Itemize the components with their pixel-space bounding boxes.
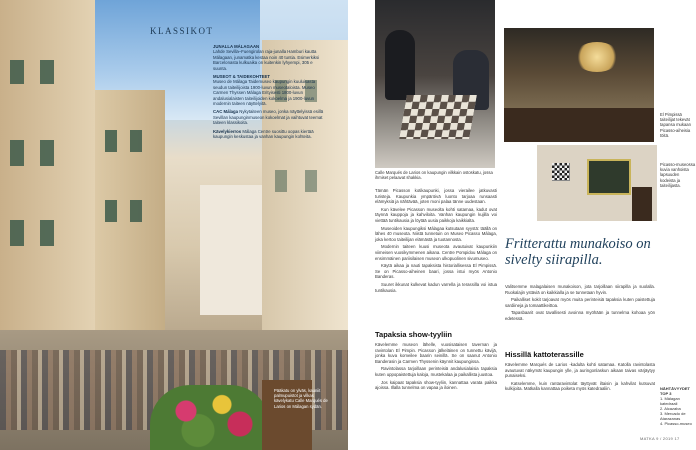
paragraph: Katselemme, kuin rantaravintolat täyttyvät iltaisin ja kahvilat kutsuvat kulkijoita. Matkalla kannattaa poiketa myös katedraaliin.	[505, 380, 655, 392]
bar-photo	[504, 28, 654, 142]
paragraph: Museoiden kaupungiksi Málagaa kutsutaan syystä: täällä on lähes 40 museota. Niistä tunnetuin on Museo Picasso Málaga, joka kertoo taiteilijan elämästä ja tuotannosta.	[375, 225, 497, 242]
window	[130, 200, 142, 222]
body-column-2	[505, 284, 655, 324]
section-title: KLASSIKOT	[150, 26, 214, 36]
paragraph: Jos kaipaat tapaksia show-tyyliin, kannattaa varata paikka ajoissa. Illalla tunnelma on vapaa ja iloinen.	[375, 379, 497, 391]
sidebar-head: JUNALLA MÁLAGAAN	[213, 44, 260, 49]
window	[10, 60, 24, 84]
chess-player	[385, 30, 415, 100]
top-sights-item: 1. Málagan katedraali	[660, 396, 680, 406]
sidebar-body: Museo de Málaga Taidemuseo kaupungin kuuluisasta seudun taiteilijoista 1900-luvun museotaloista. Museo Carmen Thyssen Málaga Erityisesti 1800-luvun andalusialaisten taiteilijoiden kokoelma ja 1900-luvun modernin taiteen näyttelyitä.	[213, 79, 316, 107]
window	[130, 130, 142, 152]
window	[105, 200, 117, 222]
paragraph: Tämän Picasson kotikaupunki, jossa vierailee jatkuvasti turisteja. Kaupunkia ympäröivä luonto tarjoaa runsaasti elämyksiä ja nähtävää, joten moni palaa tänne uudestaan.	[375, 188, 497, 205]
stool	[632, 187, 652, 221]
sidebar-body: Nykytaiteen museo, jonka näyttelyissä esillä Sevillan kaupunginmuseon kokoelmat ja vaihtuvat teemat taiteen klassikoita.	[213, 109, 324, 126]
window	[40, 60, 54, 84]
sidebar-head: MUSEOT & TAIDEKOHTEET	[213, 74, 270, 80]
sidebar-body: Málaga Centre suosittu oopas kiertää kaupungin keskustaa ja vanhan kaupungin kohteita.	[213, 128, 314, 140]
paragraph: Valitsemme malagalaisen munakoison, jota tarjoillaan siirapilla ja suolalla. Ruokalajin ystäviä on kaikkialla ja se tunnetaan hyvin.	[505, 284, 655, 295]
window	[305, 170, 317, 192]
caption-bar: El Pimpissä taiteilijat tekevät tapansa mukaan Picasso-aiheisia töitä.	[660, 112, 691, 138]
window	[275, 170, 287, 192]
chess-board	[399, 95, 477, 139]
bar-counter	[504, 108, 654, 142]
sidebar-text	[213, 44, 325, 143]
paragraph: Kun kävelee Picasson museolta kohti satamaa, kadut ovat täynnä kauppoja ja kahviloita. Vanhan kaupungin kujilla voi viettää tuntikausia ja löytää uusia paikkoja kaikkialta.	[375, 206, 497, 223]
heading-hissilla: Hissillä kattoterassille	[505, 350, 584, 359]
paragraph: Tapasbaarit ovat tavallisesti avoinna myöhään ja tunnelma kohoaa yön edetessä.	[505, 310, 655, 321]
framed-painting	[587, 159, 631, 195]
window	[10, 140, 24, 166]
pull-quote: Fritterattu munakoiso on sivelty siirapilla.	[505, 236, 651, 268]
caption-museum: Picasso-museossa kuvia vanhoista lapsuuden kodeista ja taiteilijasta.	[660, 162, 696, 188]
paragraph: Ravintolassa tarjoillaan perinteisiä andalusialaisia tapaksia kuten uppopaistettuja kaloja, mustekalaa ja paikallista juustoa.	[375, 366, 497, 377]
sidebar-body: Lahde Sevilla–Fuengirolan raja-junalla Hamburi kautta Málagaan, junamatka kestaa noin 40 tuntia. Esimerkiksi Barcelonasta kulkuaika on kuitenkin lyhyempi, 305 e suunta.	[213, 49, 320, 71]
museum-photo	[537, 145, 657, 221]
body-column-1	[375, 188, 497, 295]
paragraph: Modernin taiteen kuusi museota avautuivat kaupunkiin viimeisen vuosikymmenen aikana. Centre Pompidou Málaga on ensimmäinen pariisilaisen museon ulkopuolinen sivumuseo.	[375, 244, 497, 261]
body-column-1b	[375, 342, 497, 393]
page-footer: MATKA 9 / 2019 17	[640, 436, 680, 441]
top-sights-item: 4. Picasso-museo	[660, 421, 692, 426]
chess-photo	[375, 0, 495, 168]
paragraph: Suuret ikkunat kulkevat kadun varrella ja terassilla voi istua tuntikausia.	[375, 281, 497, 293]
paragraph: Kävelemme Marqués de Larios -kadulta kohti satamaa. Katolla ravintolasta avautuvat näkymät kaupungin ylle, ja auringonlaskun aikaan taivas värjäytyy punaiseksi.	[505, 362, 655, 379]
window	[40, 140, 54, 166]
top-sights-item: 2. Alcazaba	[660, 406, 681, 411]
caption-chess: Calle Marqués de Larios on kaupungin vilkkain ostoskatu, jossa ihmiset pelaavat shakkia.	[375, 170, 493, 181]
window	[10, 220, 24, 246]
photo-caption: Pääkatu on ylväs, kauniit palmupuistot ja vilkas kävelykatu Calle Marqués de Larios on Málagan sydän.	[274, 388, 328, 409]
lamp	[574, 42, 620, 72]
paragraph: Kävelemme museon lähelle, vuosisataisen tavernan ja ravintolan El Pimpin. Picasson jälkeläinen on tunnettu kävijä, jonka kuva komeilee baarin seinillä. Se on saanut Antonio Banderasin ja Carmen Thyssenin käynnit kaupungissa.	[375, 342, 497, 364]
top-sights-title: NÄHTÄVYYDET TOP 3	[660, 386, 691, 396]
heading-tapaksia: Tapaksia show-tyyliin	[375, 330, 452, 339]
body-column-2b	[505, 362, 655, 394]
top-sights-box	[660, 386, 696, 426]
paragraph: Käytä aikaa ja nauti tapaksista historiallisessa El Pimpissä. Se on Picasso-aiheinen baari, jossa istui myös Antonio Banderas.	[375, 263, 497, 280]
paragraph: Paikalliset kokit tarjoavat myös muita perinteisiä tapaksia kuten paistettuja sardiineja ja tomaattikeittoa.	[505, 297, 655, 308]
sidebar-head: CAC Málaga	[213, 109, 239, 115]
top-sights-item: 3. Mercado de Atarazanas	[660, 411, 686, 421]
qr-art	[552, 163, 570, 181]
sidebar-head: Kävelykierros	[213, 128, 242, 134]
flower-planter	[150, 385, 270, 450]
window	[105, 130, 117, 152]
window	[40, 220, 54, 246]
